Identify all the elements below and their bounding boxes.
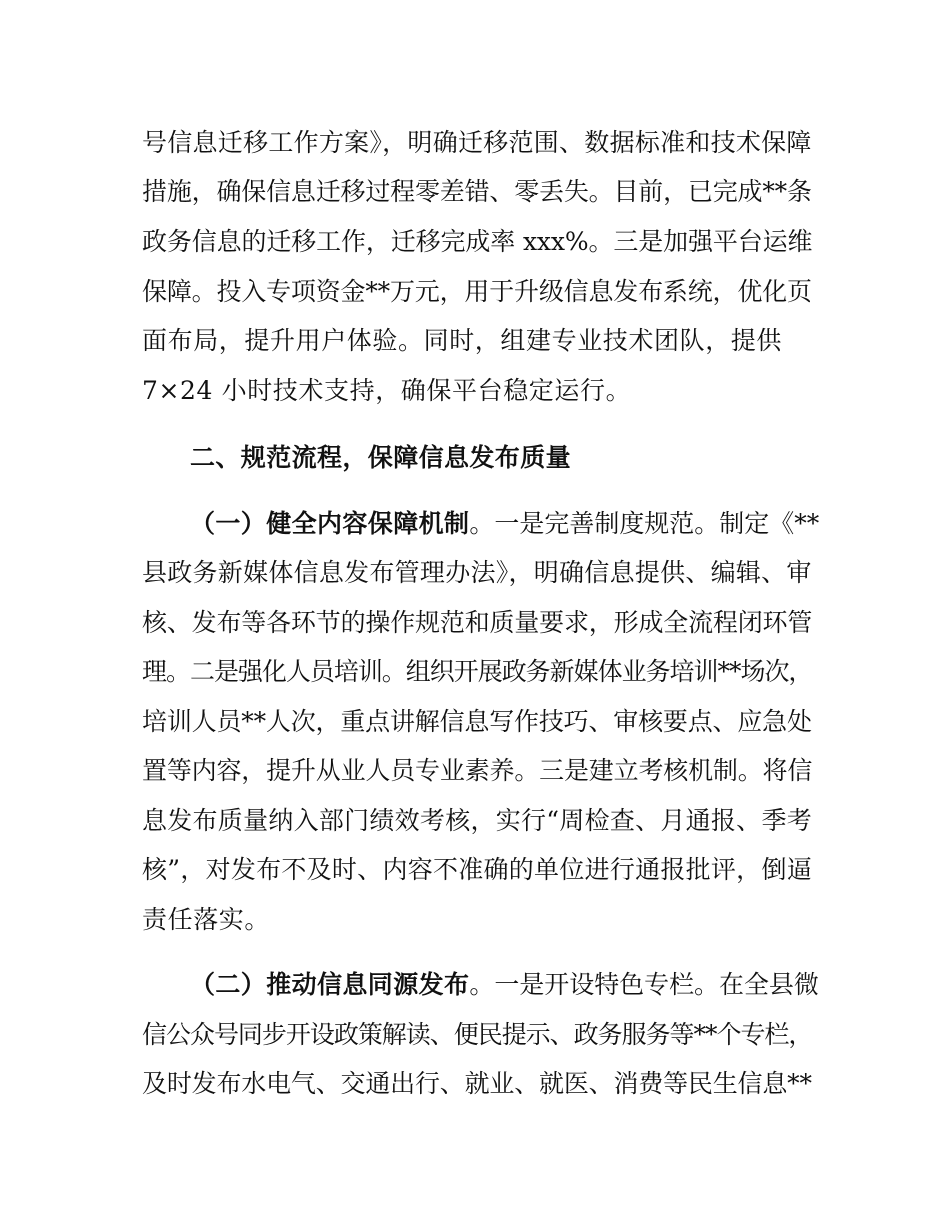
text-line: 信公众号同步开设政策解读、便民提示、政务服务等**个专栏，	[142, 1020, 813, 1049]
text-line: 核”，对发布不及时、内容不准确的单位进行通报批评，倒逼	[142, 855, 812, 884]
text-line: 面布局，提升用户体验。同时，组建专业技术团队，提供	[142, 326, 783, 355]
paragraph-first-line	[190, 509, 819, 539]
subsection-title: （一）健全内容保障机制	[190, 509, 470, 538]
section-heading: 二、规范流程，保障信息发布质量	[190, 443, 572, 472]
text-line: 保障。投入专项资金**万元，用于升级信息发布系统，优化页	[142, 277, 812, 306]
text-line: 措施，确保信息迁移过程零差错、零丢失。目前，已完成**条	[142, 177, 812, 206]
text-line: 县政务新媒体信息发布管理办法》，明确信息提供、编辑、审	[142, 558, 812, 587]
text-line: 7×24 小时技术支持，确保平台稳定运行。	[142, 376, 632, 405]
text-line: 培训人员**人次，重点讲解信息写作技巧、审核要点、应急处	[142, 707, 812, 736]
text-line: 理。二是强化人员培训。组织开展政务新媒体业务培训**场次，	[142, 657, 813, 686]
text-line: 责任落实。	[142, 905, 271, 934]
subsection-title: （二）推动信息同源发布	[190, 970, 470, 999]
text-span: 。一是完善制度规范。制定《**	[469, 509, 820, 538]
text-line: 号信息迁移工作方案》，明确迁移范围、数据标准和技术保障	[142, 128, 812, 157]
text-span: 。一是开设特色专栏。在全县微	[469, 970, 819, 999]
text-line: 核、发布等各环节的操作规范和质量要求，形成全流程闭环管	[142, 608, 813, 637]
text-line: 息发布质量纳入部门绩效考核，实行“周检查、月通报、季考	[142, 806, 812, 835]
paragraph-first-line	[190, 970, 819, 1000]
text-line: 政务信息的迁移工作，迁移完成率 xxx%。三是加强平台运维	[142, 227, 813, 256]
text-line: 置等内容，提升从业人员专业素养。三是建立考核机制。将信	[142, 756, 813, 785]
text-line: 及时发布水电气、交通出行、就业、就医、消费等民生信息**	[142, 1069, 812, 1098]
